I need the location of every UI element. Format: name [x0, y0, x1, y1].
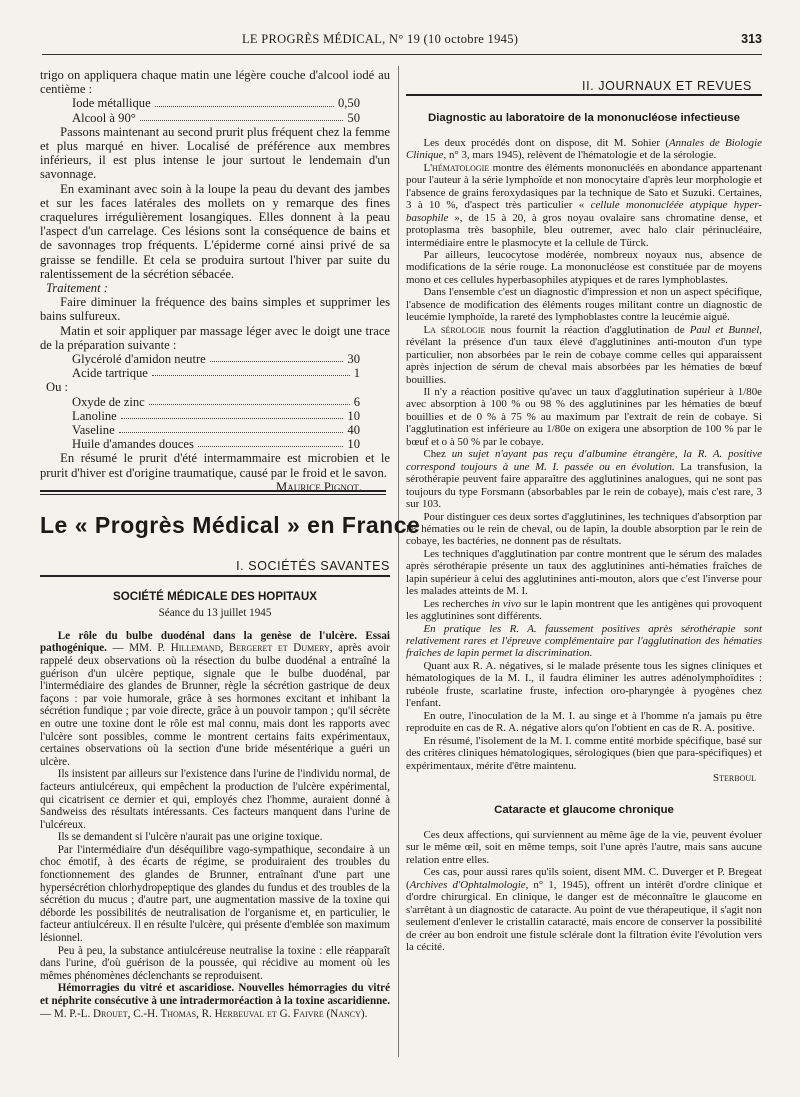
recipe-line	[40, 423, 390, 437]
paragraph	[406, 162, 762, 249]
text-run: nous fournit la réaction d'agglutination de	[485, 323, 690, 336]
paragraph: Ces deux affections, qui surviennent au même âge de la vie, peuvent évoluer sur le même œil, soit en même temps, soit l'une après l'autre, mais sans aucune relation entre elles.	[406, 828, 762, 866]
paragraph: Passons maintenant au second prurit plus fréquent chez la femme et plus marqué en hiver. Localisé de préférence aux membres inférieurs, il est plus intense le jour surtout le lendemain d'un savonnage.	[40, 124, 390, 182]
recipe-quantity: 40	[347, 423, 360, 438]
recipe-glycerole	[40, 352, 390, 380]
article-title: Le rôle du bulbe duodénal dans la genèse de l'ulcère. Essai pathogénique.	[40, 629, 390, 655]
text-run: , n° 3, mars 1945), relèvent de l'hématologie et de la sérologie.	[443, 149, 717, 162]
paragraph	[406, 623, 762, 660]
paragraph: Peu à peu, la substance antiulcéreuse neutralise la toxine : elle réapparaît dans l'urine, d'où guérison de la poussée, qui récidive au moment où les mêmes phénomènes déclenchants se reproduisent.	[40, 944, 390, 982]
text-run: Les deux procédés dont on dispose, dit M. Sohier (	[423, 136, 669, 149]
article-title-cataracte: Cataracte et glaucome chronique	[494, 804, 674, 817]
recipe-ingredient: Vaseline	[72, 423, 115, 438]
paragraph: Les techniques d'agglutination par contre montrent que le sérum des malades après sérothérapie présente un taux des agglutinines anti-hématies fraîches de lapin supérieur à celui des agglutinines anti-mouton, alors que c'est l'inverse pour les malades atteints de M. I.	[406, 547, 762, 598]
left-column-bottom	[40, 560, 390, 1020]
recipe-line	[40, 96, 390, 110]
recipe-quantity: 1	[353, 366, 360, 381]
right-column	[406, 80, 762, 953]
paragraph: En outre, l'inoculation de la M. I. au singe et à l'homme n'a jamais pu être reproduite en cas de R. A. négative alors qu'on l'obtient en cas de R. A. positive.	[406, 709, 762, 735]
paragraph: Matin et soir appliquer par massage léger avec le doigt une trace de la préparation suivante :	[40, 323, 390, 352]
page-number: 313	[741, 32, 762, 46]
text-run: , n° 1, 1945), offrent un intérêt d'ordre clinique et d'ordre chirurgical. En clinique, le danger est de méconnaître le glaucome en s'arrêtant à un diagnostic de cataracte. Au point de vue thérapeutique, il s'agit non seulement d'enlever le cristallin cataracté, mais encore de conserver la possibilité de créer au bon endroit une fistule sclérale dont la filtration évite l'évolution vers la cécité.	[406, 878, 762, 953]
paragraph: En résumé, l'isolement de la M. I. comme entité morbide spécifique, basé sur des critères cliniques hématologiques, sérologiques (bien que para-spécifiques) et expérimentaux, mérite d'être maintenu.	[406, 734, 762, 772]
section-main-title: Le « Progrès Médical » en France	[40, 512, 421, 538]
lead-word: La sérologie	[423, 323, 486, 336]
recipe-line	[40, 366, 390, 380]
text-run: montre des éléments mononucléés en abondance appartenant pour l'auteur à la série lymphoïde et non monocytaire d'après leur morphologie et l'absence de grains feroxydasiques par la technique de Sato et Suzuki. Certaines, 3 à 10 %, d'aspect très particulier «	[406, 161, 762, 212]
article-title-mononucleose: Diagnostic au laboratoire de la mononucléose infectieuse	[427, 112, 741, 125]
article-authors: — M. P.-L. Drouet, C.-H. Thomas, R. Herbeuval et G. Faivre (Nancy).	[40, 1007, 368, 1020]
paragraph: Pour distinguer ces deux sortes d'agglutinines, les techniques d'absorption par les hématies ou le rein de cheval, ou de lapin, la double absorption par le rein de cobaye, les bactéries, ne donnent pas de résultats.	[406, 510, 762, 548]
recipe-line	[40, 437, 390, 451]
italic-term: un sujet n'ayant pas reçu d'albumine étrangère, la R. A. positive correspond toujours à une M. I. passée ou en évolution.	[406, 448, 763, 473]
italic-term: in vivo	[491, 597, 522, 610]
paragraph	[406, 137, 762, 162]
recipe-quantity: 6	[353, 394, 360, 409]
recipe-ingredient: Acide tartrique	[72, 366, 148, 381]
text-run: , révélant la présence d'un taux élevé d'agglutinines anti-mouton d'un type particulier, non absorbées par le rein de cobaye comme celles qui apparaissent après injection de sérum de cheval mais absorbées par les hématies de bœuf bouillies.	[406, 323, 762, 386]
paragraph: Ils se demandent si l'ulcère n'aurait pas une origine toxique.	[57, 831, 323, 844]
paragraph: Faire diminuer la fréquence des bains simples et supprimer les bains sulfureux.	[40, 295, 390, 324]
section-label-societes	[40, 560, 390, 577]
recipe-ingredient: Iode métallique	[72, 96, 151, 111]
text-run: Ces cas, pour aussi rares qu'ils soient, disent MM. C. Duverger et P. Bregeat (	[406, 866, 762, 891]
header-rule	[42, 54, 762, 55]
recipe-ingredient: Oxyde de zinc	[72, 394, 145, 409]
recipe-line	[40, 395, 390, 409]
paragraph: Ils insistent par ailleurs sur l'existence dans l'urine de l'individu normal, de facteurs antiulcéreux, qui empêchent la production de l'ulcère expérimental, qui cicatrisent ce dernier et qui, employés chez l'homme, auraient donné à Sandweiss des résultats intéressants. Ces facteurs manquent dans l'urine de l'ulcéreux.	[40, 768, 390, 831]
paragraph: Par l'intermédiaire d'un déséquilibre vago-sympathique, secondaire à un choc émotif, à des écarts de régime, se produiraient des troubles du fonctionnement des glandes de Brunner, entraînant d'une part une hypersécrétion chlorhydropeptique des glandes du fundus et des troubles de la sécrétion du mucus ; d'autre part, une augmentation massive de la toxine qui déborde les possibilités de neutralisation de l'organisme et, en particulier, le facteur antiulcéreux. Il en résulte l'ulcère, qui présente d'emblée son maximum lésionnel.	[40, 843, 390, 945]
paragraph: En examinant avec soin à la loupe la peau du devant des jambes et sur les faces latérales des mollets on y remarque des fines craquelures irrégulièrement losangiques. Elles donnent à la peau l'aspect d'un carrelage. Ces lésions sont la conséquence de bains et de savonnages trop fréquents. L'épiderme corné ainsi privé de sa graisse se fendille. Et cela se produira surtout l'hiver par suite du ralentissement de la sécrétion sébacée.	[40, 181, 390, 281]
paragraph	[406, 598, 762, 623]
text-run: sur le lapin montrent que les antigènes qui provoquent les agglutinines sont différents.	[406, 597, 762, 623]
recipe-ingredient: Huile d'amandes douces	[72, 437, 194, 452]
journal-name: Archives d'Ophtalmologie	[409, 878, 526, 891]
recipe-zinc	[40, 395, 390, 452]
traitement-label: Traitement :	[46, 281, 108, 296]
paragraph: Dans l'ensemble c'est un diagnostic d'impression et non un aspect spécifique, l'absence de modification des éléments rouges militant contre un diagnostic de leucémie lymphoïde, la rareté des lymphoblastes contre la leucémie aiguë.	[406, 286, 762, 324]
recipe-quantity: 50	[347, 110, 360, 125]
running-title: LE PROGRÈS MÉDICAL, N° 19 (10 octobre 1945)	[242, 32, 519, 46]
recipe-quantity: 10	[347, 437, 360, 452]
recipe-line	[40, 352, 390, 366]
paragraph: Par ailleurs, leucocytose modérée, nombreux noyaux nus, absence de modifications de la série rouge. La mononucléose est constituée par de moyens mono et ces cellules hyperbasophiles atypiques et de rares lymphoblastes.	[406, 248, 762, 286]
journal-name: Annales de Biologie Clinique	[406, 136, 762, 162]
separator-rule	[40, 490, 386, 492]
article-bulbe	[40, 630, 390, 769]
recipe-ingredient: Glycérolé d'amidon neutre	[72, 352, 206, 367]
recipe-quantity: 10	[347, 408, 360, 423]
recipe-iode	[40, 96, 390, 124]
recipe-quantity: 30	[347, 352, 360, 367]
recipe-line	[40, 409, 390, 423]
recipe-line	[40, 111, 390, 125]
author-signature: Maurice Pignot.	[276, 479, 362, 494]
section-label-journaux	[406, 80, 762, 96]
paragraph: Il n'y a réaction positive qu'avec un taux d'agglutination supérieur à 1/80e avec absorption à 100 % ou 98 % des agglutinines par les hématies de bœuf bouillies et de 0 % à 75 % au maximum par l'extrait de rein de cobaye. Si l'agglutination est inférieure au 1/80e on exigera une absorption de 100 % par le bœuf et o à 50 % par le cobaye.	[406, 385, 762, 448]
text-run: Les recherches	[423, 597, 492, 610]
society-name: SOCIÉTÉ MÉDICALE DES HOPITAUX	[113, 589, 317, 603]
paragraph: En résumé le prurit d'été intermammaire est microbien et le prurit d'hiver est d'origine traumatique, causé par le froid et le savon.	[40, 451, 390, 480]
article-authors: — MM. P. Hillemand, Bergeret et Dumery,	[106, 642, 333, 655]
paragraph	[406, 866, 762, 953]
article-hemorragies	[40, 982, 390, 1020]
recipe-quantity: 0,50	[337, 96, 360, 111]
left-column-top	[40, 68, 390, 494]
page-header	[42, 32, 762, 52]
seance-date: Séance du 13 juillet 1945	[158, 607, 272, 620]
recipe-ingredient: Alcool à 90°	[72, 110, 136, 125]
article-body: après avoir rappelé deux observations où la résection du bulbe duodénal a entraîné la guérison d'un ulcère peptique, signale que le bulbe duodénal, par l'intermédiaire des glandes de Brunner, règle la sécrétion gastrique de deux façons : par voie humorale, grâce à ses hormones excitant et inhibant la sécrétion fundique ; par voie directe, grâce à un pouvoir tampon ; qu'il sécrète en outre une toxine dont le rôle est mal connu, mais dont les rapports avec l'ulcère sont possibles, comme le montrent certains faits expérimentaux, certaines observations où la section d'une bride mésentérique a guéri un ulcère.	[40, 642, 390, 768]
lead-word: L'hématologie	[423, 161, 490, 174]
ou-label: Ou :	[46, 380, 69, 395]
recipe-ingredient: Lanoline	[72, 408, 117, 423]
author-signature: Sterboul	[713, 772, 756, 785]
italic-term: cellule mononucléée atypique hyper-basophile	[406, 199, 762, 224]
italic-term: En pratique les R. A. faussement positives après sérothérapie sont relativement rares et l'épreuve complémentaire par l'agglutination des hématies fraîches de lapin permet la discrimination.	[406, 622, 762, 660]
intro-text: trigo on appliquera chaque matin une légère couche d'alcool iodé au centième :	[40, 68, 390, 97]
text-run: », de 15 à 20, à gros noyau ovalaire sans chromatine dense, et protoplasma très basophile, bleu outremer, avec halo clair périnucléaire, intermédiaire entre le plasmocyte et la cellule de Türck.	[406, 211, 762, 249]
paragraph: Quant aux R. A. négatives, si le malade présente tous les signes cliniques et hématologiques de la M. I., il faudra éliminer les autres adénolymphoïdites : rubéole fruste, scarlatine fruste, infection oro-pharyngée à pyogènes chez l'enfant.	[406, 659, 762, 710]
separator-rule	[40, 494, 386, 495]
text-run: La transfusion, la sérothérapie peuvent faire apparaître des agglutinines analogues, qui ne sont pas toujours du type Forsmann (absorbables par le rein de cobaye), mais c'est rare, 3 sur 103.	[406, 460, 762, 511]
section-label-text: I. SOCIÉTÉS SAVANTES	[236, 559, 390, 573]
text-run: Chez	[423, 448, 452, 461]
paragraph	[406, 324, 762, 386]
section-label-text: II. JOURNAUX ET REVUES	[582, 79, 752, 93]
article-title: Hémorragies du vitré et ascaridiose. Nouvelles hémorragies du vitré et néphrite consécutive à une intradermoréaction à la toxine ascaridienne.	[40, 982, 390, 1007]
italic-term: Paul et Bunnel	[689, 323, 760, 336]
paragraph	[406, 448, 762, 510]
column-divider	[398, 66, 399, 1057]
